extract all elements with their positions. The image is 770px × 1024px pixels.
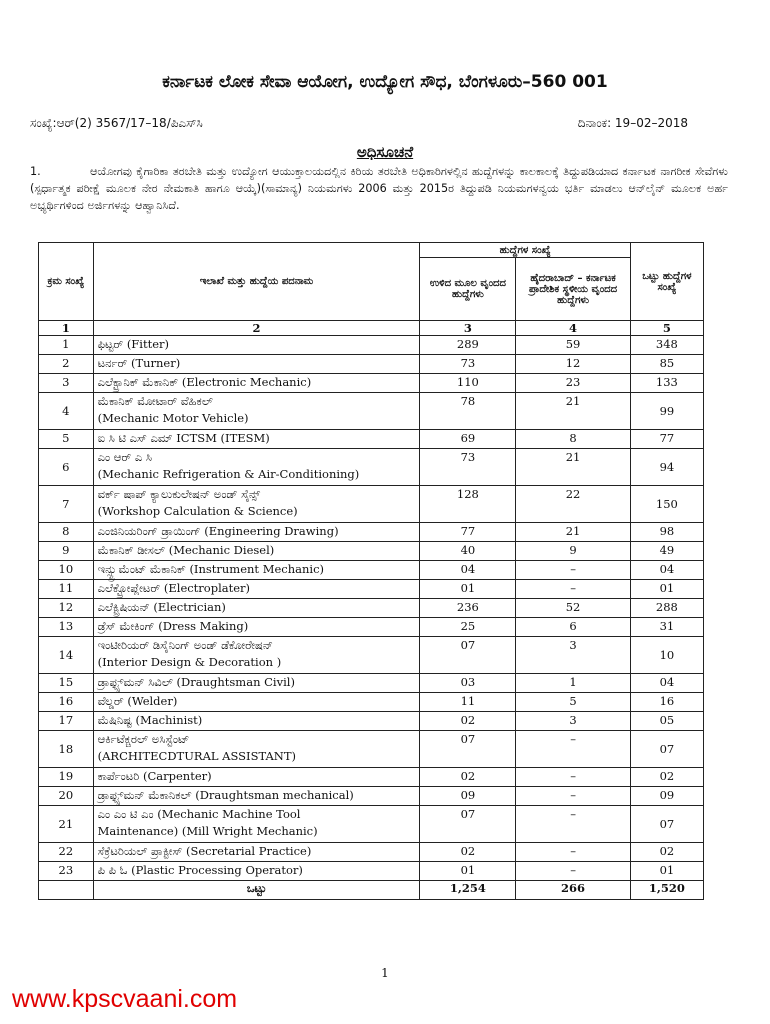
row-post-name	[93, 768, 420, 787]
post-name-line: ಎಲೆಕ್ಟ್ರೋಪ್ಲೇಟರ್ (Electroplater)	[97, 581, 251, 595]
row-post-name	[93, 674, 420, 693]
row-residual: 78	[420, 393, 516, 430]
notice-date: ದಿನಾಂಕ: 19–02–2018	[577, 116, 688, 130]
post-name-line: ವೆಲ್ಡರ್ (Welder)	[97, 694, 178, 708]
row-post-name	[93, 862, 420, 881]
total-label: ಒಟ್ಟು	[93, 881, 420, 900]
row-hk: 23	[516, 374, 630, 393]
table-row	[39, 693, 704, 712]
row-post-name	[93, 449, 420, 486]
table-row	[39, 599, 704, 618]
row-total: 01	[630, 580, 703, 599]
post-name-line: ಎಂಜಿನಿಯರಿಂಗ್ ಡ್ರಾಯಿಂಗ್ (Engineering Drawing)	[97, 524, 339, 538]
row-sl-no: 9	[39, 542, 94, 561]
post-name-line: ಇನ್ಸ್ಟ್ರುಮೆಂಟ್ ಮೆಕಾನಿಕ್ (Instrument Mechanic)	[97, 562, 324, 576]
post-name-line: ಪಿ ಪಿ ಓ (Plastic Processing Operator)	[97, 863, 303, 877]
total-residual: 1,254	[420, 881, 516, 900]
row-residual: 01	[420, 862, 516, 881]
row-sl-no: 11	[39, 580, 94, 599]
table-row	[39, 637, 704, 674]
row-total: 01	[630, 862, 703, 881]
row-residual: 77	[420, 523, 516, 542]
row-post-name	[93, 336, 420, 355]
post-name-line: ಡ್ರೆಸ್ ಮೇಕಿಂಗ್ (Dress Making)	[97, 619, 249, 633]
table-row	[39, 862, 704, 881]
row-hk: 1	[516, 674, 630, 693]
row-hk: 8	[516, 430, 630, 449]
post-name-line: ವರ್ಕ್ ಷಾಪ್ ಕ್ಯಾಲುಕುಲೇಷನ್ ಅಂಡ್ ಸೈನ್ಸ್	[97, 487, 261, 501]
row-total: 348	[630, 336, 703, 355]
table-row	[39, 393, 704, 430]
row-residual: 289	[420, 336, 516, 355]
row-total: 16	[630, 693, 703, 712]
row-total: 98	[630, 523, 703, 542]
table-row	[39, 806, 704, 843]
post-name-line: ಡ್ರಾಫ್ಟ್ಸ್‌ಮನ್ ಮೆಕಾನಿಕಲ್ (Draughtsman mechanical)	[97, 788, 354, 802]
col-head-department: ಇಲಾಖೆ ಮತ್ತು ಹುದ್ದೆಯ ಪದನಾಮ	[93, 243, 420, 321]
row-hk: –	[516, 768, 630, 787]
row-sl-no: 10	[39, 561, 94, 580]
total-all: 1,520	[630, 881, 703, 900]
row-sl-no: 5	[39, 430, 94, 449]
row-post-name	[93, 637, 420, 674]
row-post-name	[93, 712, 420, 731]
row-hk: –	[516, 580, 630, 599]
row-sl-no: 14	[39, 637, 94, 674]
row-residual: 02	[420, 843, 516, 862]
row-sl-no: 21	[39, 806, 94, 843]
page-number: 1	[381, 966, 389, 980]
row-residual: 07	[420, 806, 516, 843]
row-hk: 3	[516, 712, 630, 731]
table-row	[39, 843, 704, 862]
row-hk: 22	[516, 486, 630, 523]
row-residual: 04	[420, 561, 516, 580]
table-row	[39, 731, 704, 768]
row-hk: 21	[516, 393, 630, 430]
post-name-line: ಎಲೆಕ್ಟ್ರಿಷಿಯನ್ (Electrician)	[97, 600, 226, 614]
row-sl-no: 16	[39, 693, 94, 712]
post-name-line: ಆರ್ಕಿಟೆಕ್ಚರಲ್ ಅಸಿಸ್ಟೆಂಟ್	[97, 732, 190, 746]
row-total: 85	[630, 355, 703, 374]
total-row	[39, 881, 704, 900]
row-total: 04	[630, 561, 703, 580]
commission-header: ಕರ್ನಾಟಕ ಲೋಕ ಸೇವಾ ಆಯೋಗ, ಉದ್ಯೋಗ ಸೌಧ, ಬೆಂಗಳೂರು–560 001	[162, 72, 608, 92]
row-hk: 12	[516, 355, 630, 374]
row-residual: 11	[420, 693, 516, 712]
row-total: 94	[630, 449, 703, 486]
row-hk: 5	[516, 693, 630, 712]
column-index-row	[39, 321, 704, 336]
row-sl-no: 18	[39, 731, 94, 768]
row-total: 07	[630, 806, 703, 843]
row-residual: 01	[420, 580, 516, 599]
post-name-line: (ARCHITECDTURAL ASSISTANT)	[97, 749, 297, 763]
post-name-line: ಮೆಕಾನಿಕ್ ಮೋಟಾರ್ ವೆಹಿಕಲ್	[97, 394, 213, 408]
row-post-name	[93, 486, 420, 523]
col-index: 4	[516, 321, 630, 336]
row-residual: 73	[420, 355, 516, 374]
post-name-line: (Workshop Calculation & Science)	[97, 504, 298, 518]
row-hk: 9	[516, 542, 630, 561]
row-total: 99	[630, 393, 703, 430]
row-residual: 128	[420, 486, 516, 523]
row-residual: 09	[420, 787, 516, 806]
row-post-name	[93, 806, 420, 843]
row-post-name	[93, 787, 420, 806]
table-row	[39, 449, 704, 486]
paragraph-number: 1.	[30, 165, 41, 178]
table-row	[39, 580, 704, 599]
table-row	[39, 787, 704, 806]
row-residual: 02	[420, 768, 516, 787]
total-hk: 266	[516, 881, 630, 900]
col-index: 5	[630, 321, 703, 336]
row-sl-no: 19	[39, 768, 94, 787]
row-post-name	[93, 580, 420, 599]
paragraph-text: ಆಯೋಗವು ಕೈಗಾರಿಕಾ ತರಬೇತಿ ಮತ್ತು ಉದ್ಯೋಗ ಆಯುಕ್ತಾಲಯದಲ್ಲಿನ ಕಿರಿಯ ತರಬೇತಿ ಅಧಿಕಾರಿಗಳಲ್ಲಿನ ಹುದ್ದೆಗಳನ್ನು ಕಾಲಕಾಲಕ್ಕೆ ತಿದ್ದುಪಡಿಯಾದ ಕರ್ನಾಟಕ ನಾಗರೀಕ ಸೇವೆಗಳು (ಸ್ಪರ್ಧಾತ್ಮಕ ಪರೀಕ್ಷೆ ಮೂಲಕ ನೇರ ನೇಮಕಾತಿ ಹಾಗೂ ಆಯ್ಕೆ)(ಸಾಮಾನ್ಯ) ನಿಯಮಗಳು 2006 ಮತ್ತು 2015ರ ತಿದ್ದುಪಡಿ ನಿಯಮಗಳನ್ವಯ ಭರ್ತಿ ಮಾಡಲು ಆನ್‌ಲೈನ್ ಮೂಲಕ ಅರ್ಹ ಅಭ್ಯರ್ಥಿಗಳಿಂದ ಅರ್ಜಿಗಳನ್ನು ಆಹ್ವಾನಿಸಿದೆ.	[30, 165, 728, 212]
col-head-residual: ಉಳಿದ ಮೂಲ ವೃಂದದ ಹುದ್ದೆಗಳು	[420, 258, 516, 321]
row-post-name	[93, 618, 420, 637]
row-hk: 59	[516, 336, 630, 355]
notice-title: ಅಧಿಸೂಚನೆ	[356, 143, 414, 161]
table-row	[39, 430, 704, 449]
row-total: 02	[630, 768, 703, 787]
row-post-name	[93, 542, 420, 561]
row-total: 77	[630, 430, 703, 449]
row-residual: 69	[420, 430, 516, 449]
post-name-line: Maintenance) (Mill Wright Mechanic)	[97, 824, 318, 838]
row-total: 07	[630, 731, 703, 768]
row-residual: 02	[420, 712, 516, 731]
row-residual: 110	[420, 374, 516, 393]
row-post-name	[93, 599, 420, 618]
row-total: 05	[630, 712, 703, 731]
table-row	[39, 523, 704, 542]
row-sl-no: 2	[39, 355, 94, 374]
row-sl-no: 15	[39, 674, 94, 693]
table-row	[39, 542, 704, 561]
row-post-name	[93, 523, 420, 542]
table-row	[39, 336, 704, 355]
notice-paragraph	[30, 163, 728, 214]
row-hk: 21	[516, 449, 630, 486]
row-sl-no: 17	[39, 712, 94, 731]
table-row	[39, 712, 704, 731]
row-sl-no: 4	[39, 393, 94, 430]
post-name-line: ಸೆಕ್ರೆಟರಿಯಲ್ ಪ್ರಾಕ್ಟೀಸ್ (Secretarial Practice)	[97, 844, 312, 858]
post-name-line: ಐ ಸಿ ಟಿ ಎಸ್ ಎಮ್ ICTSM (ITESM)	[97, 431, 270, 445]
row-hk: 21	[516, 523, 630, 542]
post-name-line: ಟರ್ನರ್ (Turner)	[97, 356, 181, 370]
reference-number: ಸಂಖ್ಯೆ:ಆರ್(2) 3567/17–18/ಪಿಎಸ್‌ಸಿ	[30, 116, 203, 130]
row-post-name	[93, 731, 420, 768]
row-hk: –	[516, 561, 630, 580]
row-total: 31	[630, 618, 703, 637]
row-residual: 07	[420, 637, 516, 674]
posts-table	[38, 242, 704, 900]
post-name-line: ಮೆಷಿನಿಷ್ಟ (Machinist)	[97, 713, 203, 727]
row-hk: 52	[516, 599, 630, 618]
row-residual: 73	[420, 449, 516, 486]
table-row	[39, 486, 704, 523]
col-index: 1	[39, 321, 94, 336]
row-total: 133	[630, 374, 703, 393]
row-post-name	[93, 693, 420, 712]
row-sl-no: 1	[39, 336, 94, 355]
row-total: 288	[630, 599, 703, 618]
row-sl-no: 23	[39, 862, 94, 881]
row-sl-no: 22	[39, 843, 94, 862]
row-residual: 03	[420, 674, 516, 693]
row-total: 09	[630, 787, 703, 806]
row-sl-no: 7	[39, 486, 94, 523]
row-sl-no: 8	[39, 523, 94, 542]
row-sl-no: 20	[39, 787, 94, 806]
row-hk: –	[516, 843, 630, 862]
row-hk: –	[516, 787, 630, 806]
row-post-name	[93, 843, 420, 862]
row-hk: –	[516, 731, 630, 768]
table-row	[39, 768, 704, 787]
row-residual: 25	[420, 618, 516, 637]
row-sl-no: 6	[39, 449, 94, 486]
row-total: 02	[630, 843, 703, 862]
post-name-line: ಕಾರ್ಪೆಂಟರಿ (Carpenter)	[97, 769, 212, 783]
row-total: 150	[630, 486, 703, 523]
row-sl-no: 12	[39, 599, 94, 618]
row-sl-no: 13	[39, 618, 94, 637]
row-hk: 6	[516, 618, 630, 637]
row-hk: –	[516, 806, 630, 843]
post-name-line: (Interior Design & Decoration )	[97, 655, 282, 669]
post-name-line: (Mechanic Refrigeration & Air-Conditioning)	[97, 467, 360, 481]
row-hk: 3	[516, 637, 630, 674]
col-head-sl-no: ಕ್ರಮ ಸಂಖ್ಯೆ	[39, 243, 94, 321]
table-row	[39, 674, 704, 693]
col-head-posts-group: ಹುದ್ದೆಗಳ ಸಂಖ್ಯೆ	[420, 243, 630, 258]
row-post-name	[93, 561, 420, 580]
row-post-name	[93, 393, 420, 430]
row-post-name	[93, 355, 420, 374]
post-name-line: ಫಿಟ್ಟರ್ (Fitter)	[97, 337, 169, 351]
row-residual: 236	[420, 599, 516, 618]
row-residual: 40	[420, 542, 516, 561]
post-name-line: ಎಂ ಆರ್ ಎ ಸಿ	[97, 450, 152, 464]
row-total: 04	[630, 674, 703, 693]
post-name-line: ಎಂ ಎಂ ಟಿ ಎಂ (Mechanic Machine Tool	[97, 807, 301, 821]
row-sl-no: 3	[39, 374, 94, 393]
post-name-line: ಮೆಕಾನಿಕ್ ಡೀಸಲ್ (Mechanic Diesel)	[97, 543, 275, 557]
row-post-name	[93, 374, 420, 393]
col-index: 2	[93, 321, 420, 336]
post-name-line: ಎಲೆಕ್ಟ್ರಾನಿಕ್ ಮೆಕಾನಿಕ್ (Electronic Mechanic)	[97, 375, 312, 389]
col-head-hk: ಹೈದರಾಬಾದ್ – ಕರ್ನಾಟಕ ಪ್ರಾದೇಶಿಕ ಸ್ಥಳೀಯ ವೃಂದದ ಹುದ್ದೆಗಳು	[516, 258, 630, 321]
col-index: 3	[420, 321, 516, 336]
row-residual: 07	[420, 731, 516, 768]
row-hk: –	[516, 862, 630, 881]
table-row	[39, 355, 704, 374]
post-name-line: (Mechanic Motor Vehicle)	[97, 411, 249, 425]
table-row	[39, 561, 704, 580]
site-watermark: www.kpscvaani.com	[12, 985, 238, 1013]
row-post-name	[93, 430, 420, 449]
post-name-line: ಇಂಟೀರಿಯರ್ ಡಿಸೈನಿಂಗ್ ಅಂಡ್ ಡೆಕೋರೇಷನ್	[97, 638, 273, 652]
table-row	[39, 618, 704, 637]
post-name-line: ಡ್ರಾಫ್ಟ್ಸ್‌ಮನ್ ಸಿವಿಲ್ (Draughtsman Civil)	[97, 675, 295, 689]
reference-line	[30, 116, 688, 134]
col-head-total: ಒಟ್ಟು ಹುದ್ದೆಗಳ ಸಂಖ್ಯೆ	[630, 243, 703, 321]
table-row	[39, 374, 704, 393]
row-total: 10	[630, 637, 703, 674]
row-total: 49	[630, 542, 703, 561]
